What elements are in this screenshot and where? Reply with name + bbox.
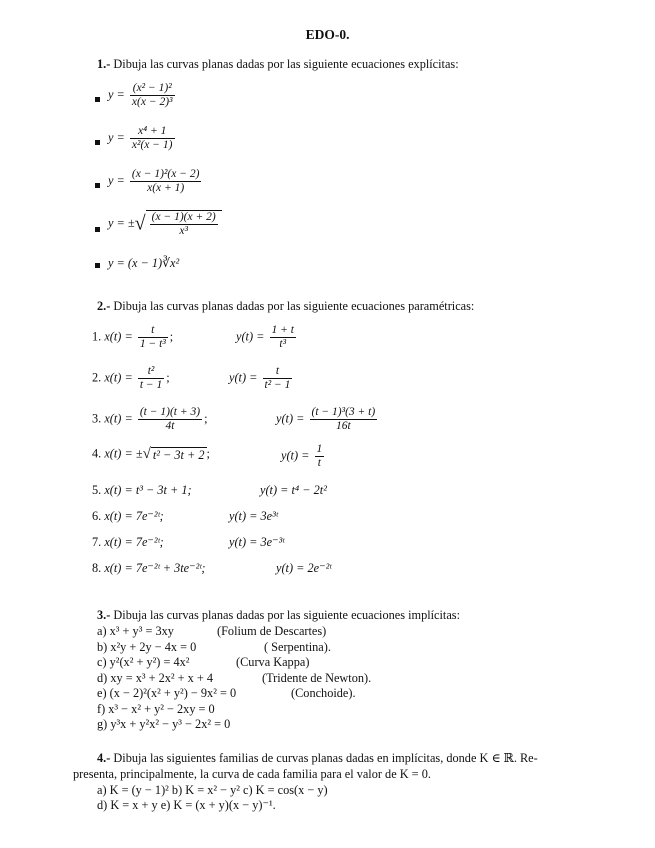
implicit-note-e: (Conchoide). xyxy=(291,686,356,700)
implicit-eq-b: b) x²y + 2y − 4x = 0 xyxy=(97,640,197,654)
section-3-number: 3.- xyxy=(97,608,111,622)
implicit-eq-d: d) xy = x³ + 2x² + x + 4 xyxy=(97,671,214,685)
section-4-number: 4.- xyxy=(97,751,111,765)
param-eq-7-y: y(t) = 3e⁻³ᵗ xyxy=(229,535,285,549)
implicit-eq-f: f) x³ − x² + y² − 2xy = 0 xyxy=(97,702,215,716)
section-3-heading xyxy=(97,608,460,623)
param-eq-6: 6. x(t) = 7e⁻²ᵗ; xyxy=(92,509,164,523)
bullet xyxy=(95,263,100,268)
param-eq-5-y: y(t) = t⁴ − 2t² xyxy=(260,483,327,497)
family-row-1: a) K = (y − 1)² b) K = x² − y² c) K = cos(x − y) xyxy=(97,783,328,797)
bullet xyxy=(95,140,100,145)
family-row-2: d) K = x + y e) K = (x + y)(x − y)⁻¹. xyxy=(97,798,276,812)
param-eq-8: 8. x(t) = 7e⁻²ᵗ + 3te⁻²ᵗ; xyxy=(92,561,206,575)
param-eq-5: 5. x(t) = t³ − 3t + 1; xyxy=(92,483,192,497)
param-eq-4: 4. x(t) = ±√ t² − 3t + 2 ; xyxy=(92,446,210,462)
param-eq-1: 1. x(t) = $\frac{t}{\text{1 − t³}}$ ; xyxy=(92,324,174,350)
explicit-eq-3: y = $\frac{\text{(x − 1)²(x − 2)}}{x(x + 1)}$ xyxy=(108,168,200,194)
param-eq-3-y: y(t) = $\frac{\text{(t − 1)³(3 + t)}}{16t}$ xyxy=(276,406,376,432)
implicit-note-b: ( Serpentina). xyxy=(264,640,331,654)
implicit-eq-g: g) y³x + y²x² − y³ − 2x² = 0 xyxy=(97,717,231,731)
param-eq-4-y: y(t) = $\frac{1}{t}$ xyxy=(281,443,323,469)
section-4-text: Dibuja las siguientes familias de curvas planas dadas en implícitas, donde K ∈ ℝ. Re- xyxy=(113,751,538,765)
bullet xyxy=(95,227,100,232)
section-4-line-1 xyxy=(97,750,607,766)
section-2-text: Dibuja las curvas planas dadas por las siguiente ecuaciones paramétricas: xyxy=(113,299,475,313)
implicit-note-d: (Tridente de Newton). xyxy=(262,671,372,685)
section-1-heading xyxy=(97,57,459,72)
param-eq-2: 2. x(t) = $\frac{\text{t²}}{t - 1}$ ; xyxy=(92,365,170,391)
explicit-eq-5: y = (x − 1)∛x² xyxy=(108,256,180,270)
implicit-note-c: (Curva Kappa) xyxy=(236,655,310,669)
explicit-eq-1: y = $\frac{\text{(x² − 1)²}}{\text{x(x − 2)³}}$ xyxy=(108,82,173,108)
section-2-heading xyxy=(97,299,474,314)
page-title: EDO-0. xyxy=(305,27,350,42)
param-eq-6-y: y(t) = 3e³ᵗ xyxy=(229,509,278,523)
implicit-eq-c: c) y²(x² + y²) = 4x² xyxy=(97,655,190,669)
implicit-note-a: (Folium de Descartes) xyxy=(217,624,327,638)
section-3-text: Dibuja las curvas planas dadas por las siguiente ecuaciones implícitas: xyxy=(113,608,461,622)
param-eq-1-y: y(t) = $\frac{1 + t}{\text{t³}}$ xyxy=(236,324,294,350)
implicit-eq-a: a) x³ + y³ = 3xy xyxy=(97,624,174,638)
section-4-line-2: presenta, principalmente, la curva de cada familia para el valor de K = 0. xyxy=(73,767,431,781)
section-1-text: Dibuja las curvas planas dadas por las siguiente ecuaciones explícitas: xyxy=(113,57,459,71)
explicit-eq-2: y = $\frac{\text{x⁴ + 1}}{\text{x²(x − 1)}}$ xyxy=(108,125,173,151)
bullet xyxy=(95,183,100,188)
section-2-number: 2.- xyxy=(97,299,111,313)
implicit-eq-e: e) (x − 2)²(x² + y²) − 9x² = 0 xyxy=(97,686,237,700)
param-eq-3: 3. x(t) = $\frac{(t - 1)(t + 3)}{4t}$ ; xyxy=(92,406,208,432)
param-eq-2-y: y(t) = $\frac{t}{\text{t² − 1}}$ xyxy=(229,365,291,391)
param-eq-8-y: y(t) = 2e⁻²ᵗ xyxy=(276,561,332,575)
bullet xyxy=(95,97,100,102)
explicit-eq-4: y = ±√ $\frac{(x - 1)(x + 2)}{\text{x³}}$ xyxy=(108,210,222,238)
section-1-number: 1.- xyxy=(97,57,111,71)
param-eq-7: 7. x(t) = 7e⁻²ᵗ; xyxy=(92,535,164,549)
